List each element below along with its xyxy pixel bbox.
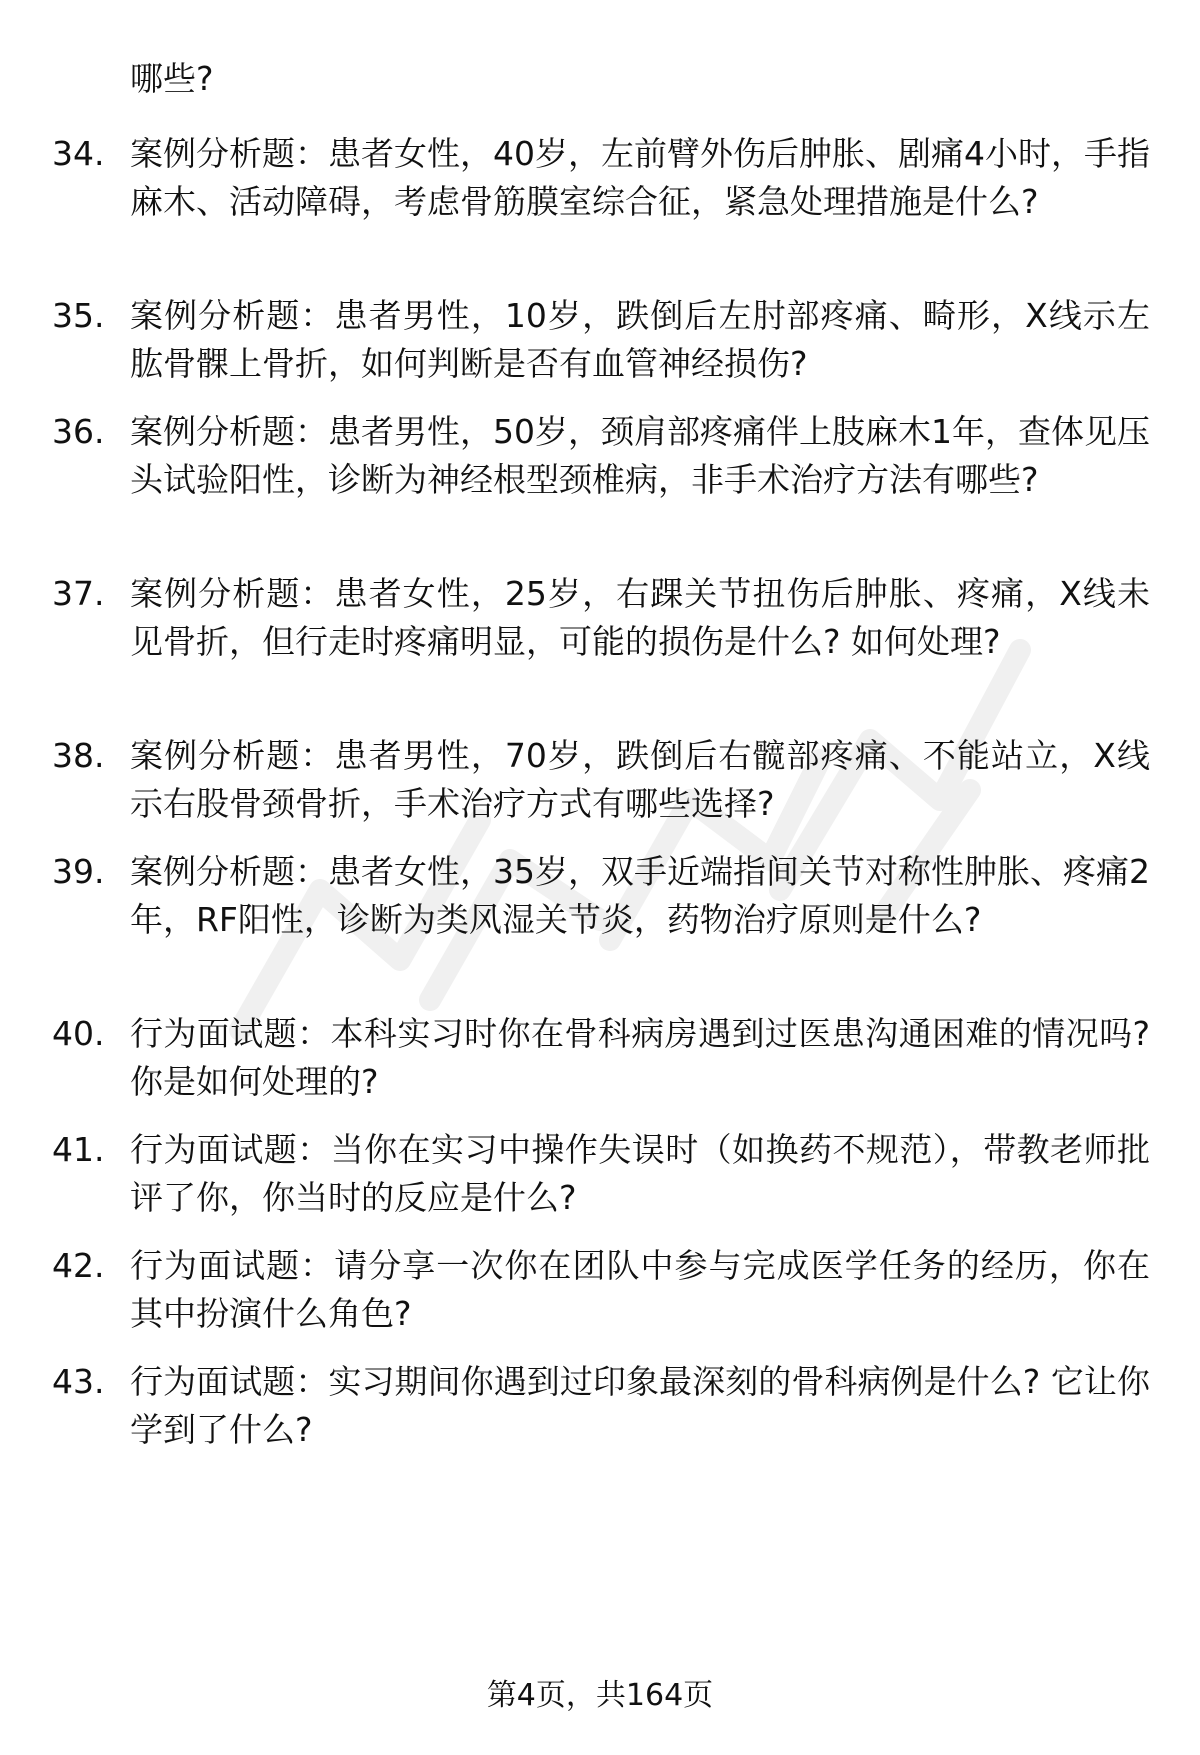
- question-number: 35.: [52, 296, 105, 335]
- question-number: 36.: [52, 412, 105, 451]
- question-text: 行为面试题：请分享一次你在团队中参与完成医学任务的经历，你在其中扮演什么角色?: [130, 1246, 1150, 1333]
- question-number: 39.: [52, 852, 105, 891]
- question-text: 案例分析题：患者女性，35岁，双手近端指间关节对称性肿胀、疼痛2年，RF阳性，诊断为类风湿关节炎，药物治疗原则是什么?: [130, 852, 1150, 939]
- question-text: 行为面试题：实习期间你遇到过印象最深刻的骨科病例是什么? 它让你学到了什么?: [130, 1362, 1150, 1449]
- question-text: 案例分析题：患者男性，70岁，跌倒后右髋部疼痛、不能站立，X线示右股骨颈骨折，手术治疗方式有哪些选择?: [130, 736, 1150, 823]
- question-number: 37.: [52, 574, 105, 613]
- question-number: 34.: [52, 134, 105, 173]
- question-number: 41.: [52, 1130, 105, 1169]
- question-number: 43.: [52, 1362, 105, 1401]
- question-text: 行为面试题：本科实习时你在骨科病房遇到过医患沟通困难的情况吗? 你是如何处理的?: [130, 1014, 1150, 1101]
- continuation-text: 哪些?: [130, 59, 214, 98]
- question-text: 案例分析题：患者男性，50岁，颈肩部疼痛伴上肢麻木1年，查体见压头试验阳性，诊断为神经根型颈椎病，非手术治疗方法有哪些?: [130, 412, 1150, 499]
- question-text: 行为面试题：当你在实习中操作失误时（如换药不规范），带教老师批评了你，你当时的反应是什么?: [130, 1130, 1150, 1217]
- page-footer: 第4页，共164页: [486, 1678, 714, 1713]
- question-number: 40.: [52, 1014, 105, 1053]
- question-text: 案例分析题：患者女性，40岁，左前臂外伤后肿胀、剧痛4小时，手指麻木、活动障碍，考虑骨筋膜室综合征，紧急处理措施是什么?: [130, 134, 1150, 221]
- question-number: 38.: [52, 736, 105, 775]
- question-text: 案例分析题：患者男性，10岁，跌倒后左肘部疼痛、畸形，X线示左肱骨髁上骨折，如何判断是否有血管神经损伤?: [130, 296, 1150, 383]
- question-text: 案例分析题：患者女性，25岁，右踝关节扭伤后肿胀、疼痛，X线未见骨折，但行走时疼痛明显，可能的损伤是什么? 如何处理?: [130, 574, 1150, 661]
- question-number: 42.: [52, 1246, 105, 1285]
